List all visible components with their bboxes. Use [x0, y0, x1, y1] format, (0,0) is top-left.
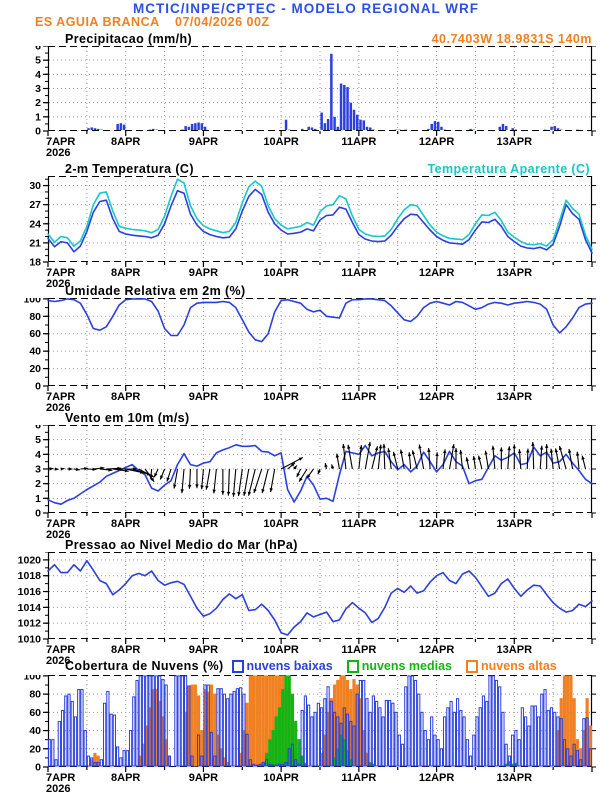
svg-text:13APR: 13APR — [496, 391, 533, 403]
svg-text:10APR: 10APR — [263, 518, 299, 530]
svg-text:1: 1 — [35, 492, 41, 505]
svg-text:9APR: 9APR — [188, 518, 219, 530]
svg-text:0: 0 — [35, 507, 41, 520]
svg-text:30: 30 — [29, 180, 41, 193]
clouds-title-row — [65, 659, 557, 673]
svg-text:24: 24 — [29, 218, 41, 231]
svg-text:5: 5 — [35, 54, 41, 67]
svg-text:6: 6 — [35, 425, 41, 432]
svg-text:1012: 1012 — [17, 617, 41, 630]
svg-text:2026: 2026 — [46, 402, 71, 414]
panel-title-temp: 2-m Temperatura (C) — [65, 162, 194, 176]
svg-text:9APR: 9APR — [188, 644, 219, 656]
svg-text:12APR: 12APR — [418, 391, 455, 403]
svg-text:18: 18 — [29, 256, 41, 269]
svg-text:2026: 2026 — [46, 529, 71, 541]
svg-text:40: 40 — [29, 345, 41, 358]
svg-text:10APR: 10APR — [263, 772, 299, 784]
svg-text:0: 0 — [35, 380, 41, 393]
svg-text:7APR: 7APR — [46, 391, 76, 403]
svg-text:8APR: 8APR — [111, 644, 141, 656]
svg-text:13APR: 13APR — [496, 518, 533, 530]
svg-text:12APR: 12APR — [418, 267, 455, 279]
svg-text:10APR: 10APR — [263, 136, 299, 148]
panel-title-slp: Pressao ao Nivel Medio do Mar (hPa) — [65, 538, 298, 552]
svg-text:1020: 1020 — [17, 554, 41, 567]
svg-text:4: 4 — [35, 448, 41, 461]
svg-text:10APR: 10APR — [263, 644, 299, 656]
svg-text:0: 0 — [35, 125, 41, 138]
svg-text:8APR: 8APR — [111, 772, 141, 784]
svg-text:100: 100 — [23, 298, 41, 306]
report-title: MCTIC/INPE/CPTEC - MODELO REGIONAL WRF — [133, 1, 479, 16]
wind-chart — [0, 425, 612, 541]
svg-text:1014: 1014 — [17, 601, 41, 614]
svg-text:8APR: 8APR — [111, 518, 141, 530]
svg-text:60: 60 — [29, 328, 41, 341]
legend-high-clouds — [466, 659, 557, 673]
temperature-panel — [0, 176, 612, 295]
svg-text:40: 40 — [29, 725, 41, 738]
precip-panel — [0, 46, 612, 164]
station-coords: 40.7403W 18.9831S 140m — [431, 32, 592, 46]
svg-text:5: 5 — [35, 434, 41, 447]
svg-text:27: 27 — [29, 199, 41, 212]
svg-text:20: 20 — [29, 363, 41, 376]
clouds-panel — [0, 675, 612, 792]
svg-text:9APR: 9APR — [188, 391, 219, 403]
rh-chart — [0, 298, 612, 414]
panel-title-clouds: Cobertura de Nuvens (%) — [65, 659, 224, 673]
svg-text:10APR: 10APR — [263, 267, 299, 279]
svg-text:2026: 2026 — [46, 278, 71, 290]
high-clouds-swatch-icon — [466, 660, 478, 673]
svg-text:3: 3 — [35, 463, 41, 476]
svg-text:8APR: 8APR — [111, 391, 141, 403]
panel-title-precip: Precipitacao (mm/h) — [65, 32, 193, 46]
temp-chart — [0, 176, 612, 290]
svg-text:9APR: 9APR — [188, 267, 219, 279]
run-datetime: 07/04/2026 00Z — [175, 15, 270, 29]
wind-panel — [0, 425, 612, 546]
svg-text:8APR: 8APR — [111, 136, 141, 148]
mid-clouds-swatch-icon — [347, 660, 359, 673]
slp-chart — [0, 552, 612, 667]
svg-text:11APR: 11APR — [341, 644, 377, 656]
svg-text:12APR: 12APR — [418, 772, 455, 784]
svg-text:2026: 2026 — [46, 147, 71, 159]
svg-text:9APR: 9APR — [188, 136, 219, 148]
svg-text:60: 60 — [29, 706, 41, 719]
svg-text:13APR: 13APR — [496, 772, 533, 784]
svg-text:9APR: 9APR — [188, 772, 219, 784]
svg-text:8APR: 8APR — [111, 267, 141, 279]
legend-low-clouds — [232, 659, 333, 673]
svg-text:1010: 1010 — [17, 633, 41, 646]
legend-mid-clouds — [347, 659, 452, 673]
svg-text:7APR: 7APR — [46, 267, 76, 279]
svg-text:80: 80 — [29, 688, 41, 701]
svg-text:7APR: 7APR — [46, 644, 76, 656]
svg-text:12APR: 12APR — [418, 136, 455, 148]
svg-text:2: 2 — [35, 478, 41, 491]
svg-text:4: 4 — [35, 68, 41, 81]
svg-text:11APR: 11APR — [341, 518, 377, 530]
station-name: ES AGUIA BRANCA — [35, 15, 160, 29]
svg-text:1018: 1018 — [17, 570, 41, 583]
legend-low-clouds-label: nuvens baixas — [246, 659, 333, 673]
svg-text:7APR: 7APR — [46, 518, 76, 530]
svg-text:2026: 2026 — [46, 783, 71, 792]
panel-title-wind: Vento em 10m (m/s) — [65, 411, 190, 425]
svg-text:12APR: 12APR — [418, 644, 455, 656]
svg-text:100: 100 — [23, 675, 41, 683]
svg-text:7APR: 7APR — [46, 772, 76, 784]
svg-text:11APR: 11APR — [341, 267, 377, 279]
svg-text:11APR: 11APR — [341, 391, 377, 403]
svg-text:80: 80 — [29, 310, 41, 323]
pressure-panel — [0, 552, 612, 672]
svg-text:13APR: 13APR — [496, 136, 533, 148]
svg-text:21: 21 — [29, 237, 41, 250]
svg-text:1: 1 — [35, 111, 41, 124]
svg-text:1016: 1016 — [17, 586, 41, 599]
svg-text:6: 6 — [35, 46, 41, 53]
svg-text:10APR: 10APR — [263, 391, 299, 403]
svg-text:13APR: 13APR — [496, 267, 533, 279]
svg-text:11APR: 11APR — [341, 136, 377, 148]
panel-title-rh: Umidade Relativa em 2m (%) — [65, 284, 246, 298]
low-clouds-swatch-icon — [232, 660, 244, 673]
precip-chart — [0, 46, 612, 159]
svg-text:12APR: 12APR — [418, 518, 455, 530]
svg-text:2: 2 — [35, 97, 41, 110]
humidity-panel — [0, 298, 612, 419]
svg-text:0: 0 — [35, 761, 41, 774]
panel-title-temp-apparent: Temperatura Aparente (C) — [427, 162, 590, 176]
clouds-chart — [0, 675, 612, 792]
svg-text:7APR: 7APR — [46, 136, 76, 148]
svg-text:2026: 2026 — [46, 655, 71, 667]
svg-text:11APR: 11APR — [341, 772, 377, 784]
svg-text:20: 20 — [29, 743, 41, 756]
legend-high-clouds-label: nuvens altas — [481, 659, 557, 673]
legend-mid-clouds-label: nuvens medias — [361, 659, 453, 673]
svg-text:13APR: 13APR — [496, 644, 533, 656]
svg-text:3: 3 — [35, 83, 41, 95]
